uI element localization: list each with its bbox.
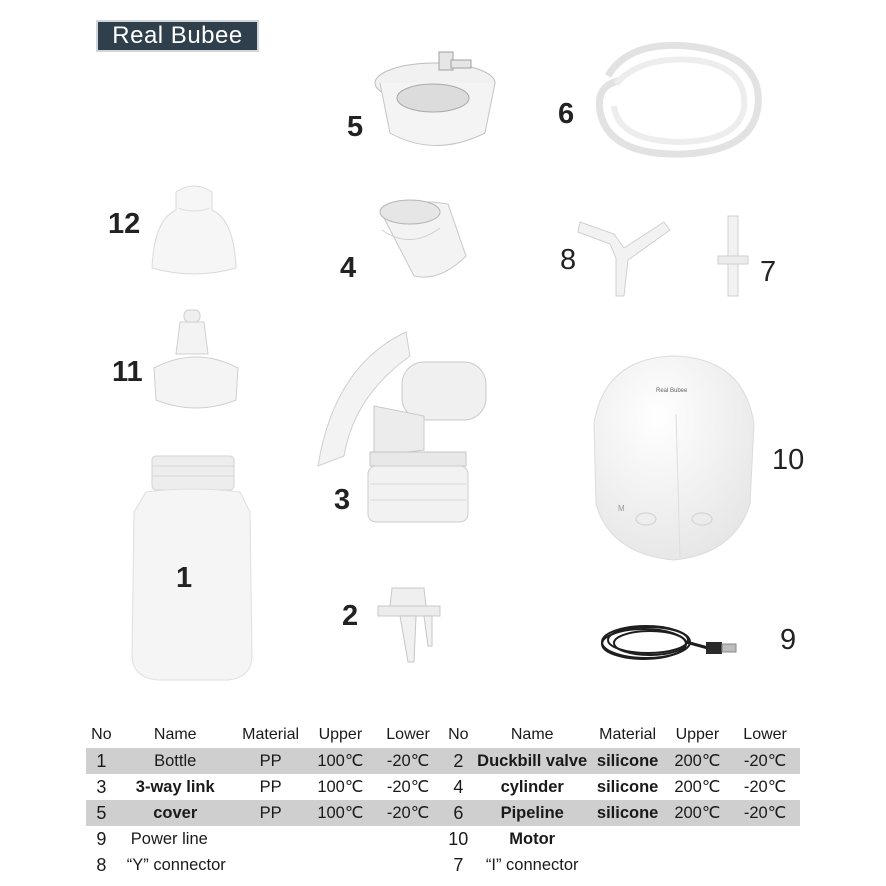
table-cell: 100℃ <box>308 800 374 826</box>
i-connector-part-image <box>716 214 750 300</box>
table-cell: silicone <box>596 777 659 796</box>
part-number-1: 1 <box>176 562 193 594</box>
table-cell-empty <box>591 826 800 852</box>
table-cell: cylinder <box>500 777 564 796</box>
part-number-4: 4 <box>340 252 357 284</box>
power-line-part-image <box>596 612 742 674</box>
table-cell: -20℃ <box>730 748 800 774</box>
table-cell: 8 <box>96 854 107 875</box>
table-cell: -20℃ <box>730 800 800 826</box>
header-upper: Upper <box>318 726 363 743</box>
table-cell: -20℃ <box>386 778 430 796</box>
header-upper-2: Upper <box>675 726 720 743</box>
table-cell: Pipeline <box>474 800 591 826</box>
table-row <box>86 852 800 878</box>
table-cell: Motor <box>509 829 556 848</box>
header-no-2: No <box>448 726 469 743</box>
bottle-part-image <box>128 452 258 682</box>
table-cell-empty <box>308 852 443 878</box>
table-cell: 6 <box>443 800 474 826</box>
table-cell: 4 <box>453 776 464 797</box>
table-cell: 200℃ <box>665 748 731 774</box>
nipple-part-image <box>148 308 244 414</box>
table-cell: -20℃ <box>743 778 787 796</box>
duckbill-valve-part-image <box>374 584 444 668</box>
table-cell: silicone <box>591 748 665 774</box>
part-number-3: 3 <box>334 484 351 516</box>
brand-logo: Real Bubee <box>96 20 259 52</box>
part-number-6: 6 <box>558 98 575 130</box>
part-number-9: 9 <box>780 624 797 656</box>
table-cell: 3 <box>96 776 107 797</box>
table-cell: 2 <box>443 748 474 774</box>
cylinder-part-image <box>370 190 470 286</box>
table-cell: silicone <box>591 800 665 826</box>
spec-table-header-row <box>86 722 800 748</box>
y-connector-part-image <box>576 206 676 300</box>
table-cell: Bottle <box>117 748 234 774</box>
table-cell: 200℃ <box>674 778 721 796</box>
header-name-2: Name <box>510 726 554 743</box>
part-number-5: 5 <box>347 111 364 143</box>
table-cell: 200℃ <box>665 800 731 826</box>
table-cell: 10 <box>448 828 469 849</box>
table-cell: 7 <box>453 854 464 875</box>
table-cell: PP <box>234 800 308 826</box>
part-number-10: 10 <box>772 444 805 476</box>
table-cell: 100℃ <box>317 778 364 796</box>
header-material-2: Material <box>599 726 657 743</box>
pipeline-part-image <box>588 36 772 162</box>
table-cell: 3-way link <box>135 777 215 796</box>
spec-table <box>86 722 800 878</box>
header-material: Material <box>242 726 300 743</box>
table-cell: 100℃ <box>308 748 374 774</box>
table-row <box>86 800 800 826</box>
part-number-7: 7 <box>760 256 777 288</box>
header-name: Name <box>153 726 197 743</box>
table-cell-empty <box>308 826 443 852</box>
table-cell: “Y” connector <box>126 855 226 874</box>
part-number-8: 8 <box>560 244 577 276</box>
table-cell: PP <box>234 748 308 774</box>
part-number-12: 12 <box>108 208 141 240</box>
table-cell: PP <box>259 777 282 796</box>
table-cell: -20℃ <box>373 748 443 774</box>
table-cell: 9 <box>96 828 107 849</box>
part-number-11: 11 <box>112 356 143 388</box>
table-cell: “I” connector <box>485 855 579 874</box>
motor-part-image <box>584 354 760 564</box>
table-cell: 5 <box>86 800 117 826</box>
table-row <box>86 826 800 852</box>
cover-part-image <box>365 38 500 150</box>
table-cell: Duckbill valve <box>474 748 591 774</box>
cap-part-image <box>146 180 242 280</box>
table-cell: -20℃ <box>373 800 443 826</box>
table-cell: Power line <box>130 829 208 848</box>
table-cell: 1 <box>86 748 117 774</box>
part-number-2: 2 <box>342 600 359 632</box>
header-no: No <box>91 726 112 743</box>
header-lower: Lower <box>386 726 430 743</box>
table-row <box>86 748 800 774</box>
table-row <box>86 774 800 800</box>
header-lower-2: Lower <box>743 726 787 743</box>
table-cell-empty <box>591 852 800 878</box>
motor-brand-text: Real Bubee <box>656 388 688 394</box>
motor-m-label: M <box>618 504 625 513</box>
table-cell: cover <box>117 800 234 826</box>
